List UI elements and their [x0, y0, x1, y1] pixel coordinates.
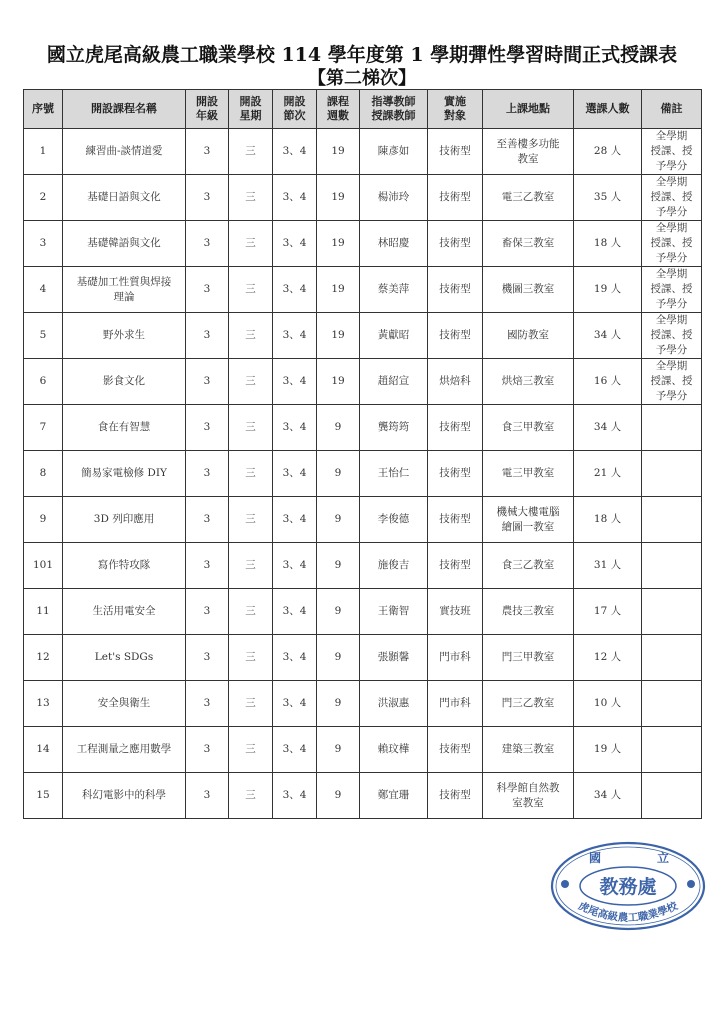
cell-day: 三 — [229, 635, 273, 681]
cell-grade: 3 — [186, 405, 229, 451]
cell-course: 寫作特攻隊 — [63, 543, 186, 589]
cell-note — [642, 681, 702, 727]
cell-period: 3、4 — [273, 543, 317, 589]
cell-target: 技術型 — [428, 129, 483, 175]
cell-weeks: 9 — [317, 635, 360, 681]
table-row — [24, 727, 702, 773]
cell-course: 食在有智慧 — [63, 405, 186, 451]
cell-day: 三 — [229, 313, 273, 359]
cell-no: 12 — [24, 635, 63, 681]
cell-grade: 3 — [186, 773, 229, 819]
cell-count: 35 人 — [574, 175, 642, 221]
cell-weeks: 19 — [317, 129, 360, 175]
cell-weeks: 9 — [317, 589, 360, 635]
cell-teacher: 張顥馨 — [360, 635, 428, 681]
cell-teacher: 鄭宜珊 — [360, 773, 428, 819]
cell-day: 三 — [229, 359, 273, 405]
cell-weeks: 9 — [317, 497, 360, 543]
cell-course: 科幻電影中的科學 — [63, 773, 186, 819]
cell-period: 3、4 — [273, 175, 317, 221]
cell-note — [642, 727, 702, 773]
cell-period: 3、4 — [273, 313, 317, 359]
cell-teacher: 楊沛玲 — [360, 175, 428, 221]
table-row — [24, 589, 702, 635]
cell-count: 34 人 — [574, 313, 642, 359]
table-row — [24, 313, 702, 359]
table-row — [24, 359, 702, 405]
cell-note: 全學期 授課、授 予學分 — [642, 129, 702, 175]
cell-day: 三 — [229, 267, 273, 313]
cell-weeks: 19 — [317, 359, 360, 405]
table-body — [24, 129, 702, 819]
cell-location: 科學館自然教 室教室 — [483, 773, 574, 819]
cell-weeks: 9 — [317, 681, 360, 727]
cell-target: 技術型 — [428, 405, 483, 451]
cell-period: 3、4 — [273, 773, 317, 819]
cell-course: Let's SDGs — [63, 635, 186, 681]
cell-note: 全學期 授課、授 予學分 — [642, 267, 702, 313]
cell-target: 技術型 — [428, 727, 483, 773]
cell-count: 10 人 — [574, 681, 642, 727]
cell-day: 三 — [229, 129, 273, 175]
cell-count: 16 人 — [574, 359, 642, 405]
cell-period: 3、4 — [273, 267, 317, 313]
cell-target: 烘焙科 — [428, 359, 483, 405]
cell-weeks: 9 — [317, 405, 360, 451]
cell-grade: 3 — [186, 221, 229, 267]
cell-location: 建築三教室 — [483, 727, 574, 773]
cell-note: 全學期 授課、授 予學分 — [642, 313, 702, 359]
cell-note — [642, 773, 702, 819]
cell-no: 101 — [24, 543, 63, 589]
cell-location: 食三乙教室 — [483, 543, 574, 589]
cell-course: 基礎加工性質與焊接 理論 — [63, 267, 186, 313]
cell-period: 3、4 — [273, 681, 317, 727]
cell-location: 至善樓多功能 教室 — [483, 129, 574, 175]
table-row — [24, 773, 702, 819]
cell-target: 技術型 — [428, 543, 483, 589]
cell-grade: 3 — [186, 451, 229, 497]
cell-no: 13 — [24, 681, 63, 727]
cell-target: 技術型 — [428, 497, 483, 543]
cell-count: 19 人 — [574, 727, 642, 773]
cell-day: 三 — [229, 175, 273, 221]
schedule-table — [23, 89, 702, 819]
cell-period: 3、4 — [273, 129, 317, 175]
cell-teacher: 龔筠筠 — [360, 405, 428, 451]
plum-blossom-icon — [561, 880, 569, 888]
cell-count: 34 人 — [574, 773, 642, 819]
cell-target: 技術型 — [428, 773, 483, 819]
cell-course: 基礎韓語與文化 — [63, 221, 186, 267]
col-header-location: 上課地點 — [483, 90, 574, 129]
cell-count: 18 人 — [574, 221, 642, 267]
cell-day: 三 — [229, 589, 273, 635]
cell-count: 18 人 — [574, 497, 642, 543]
cell-day: 三 — [229, 221, 273, 267]
cell-grade: 3 — [186, 267, 229, 313]
cell-location: 烘焙三教室 — [483, 359, 574, 405]
cell-location: 門三甲教室 — [483, 635, 574, 681]
cell-teacher: 施俊吉 — [360, 543, 428, 589]
table-row — [24, 497, 702, 543]
col-header-target: 實施 對象 — [428, 90, 483, 129]
cell-count: 31 人 — [574, 543, 642, 589]
cell-teacher: 蔡美萍 — [360, 267, 428, 313]
table-row — [24, 543, 702, 589]
cell-teacher: 趙紹宣 — [360, 359, 428, 405]
cell-target: 技術型 — [428, 451, 483, 497]
cell-grade: 3 — [186, 497, 229, 543]
table-row — [24, 175, 702, 221]
cell-no: 3 — [24, 221, 63, 267]
cell-weeks: 19 — [317, 221, 360, 267]
cell-note — [642, 589, 702, 635]
cell-course: 工程測量之應用數學 — [63, 727, 186, 773]
cell-course: 練習曲-談情道愛 — [63, 129, 186, 175]
cell-weeks: 19 — [317, 175, 360, 221]
cell-no: 7 — [24, 405, 63, 451]
cell-no: 14 — [24, 727, 63, 773]
cell-note — [642, 405, 702, 451]
cell-note: 全學期 授課、授 予學分 — [642, 221, 702, 267]
cell-grade: 3 — [186, 681, 229, 727]
cell-period: 3、4 — [273, 727, 317, 773]
header-row — [24, 90, 702, 129]
cell-weeks: 19 — [317, 313, 360, 359]
cell-course: 生活用電安全 — [63, 589, 186, 635]
col-header-weeks: 課程 週數 — [317, 90, 360, 129]
cell-no: 6 — [24, 359, 63, 405]
cell-weeks: 9 — [317, 773, 360, 819]
cell-location: 電三乙教室 — [483, 175, 574, 221]
cell-target: 門市科 — [428, 681, 483, 727]
cell-location: 機械大樓電腦 繪圖一教室 — [483, 497, 574, 543]
cell-note: 全學期 授課、授 予學分 — [642, 359, 702, 405]
cell-no: 11 — [24, 589, 63, 635]
cell-period: 3、4 — [273, 497, 317, 543]
cell-location: 電三甲教室 — [483, 451, 574, 497]
stamp-arc-text: 虎尾高級農工職業學校 — [576, 899, 680, 925]
cell-day: 三 — [229, 681, 273, 727]
cell-count: 28 人 — [574, 129, 642, 175]
cell-course: 野外求生 — [63, 313, 186, 359]
cell-teacher: 賴玟樺 — [360, 727, 428, 773]
col-header-teacher: 指導教師 授課教師 — [360, 90, 428, 129]
cell-note — [642, 497, 702, 543]
plum-blossom-icon — [687, 880, 695, 888]
cell-no: 4 — [24, 267, 63, 313]
cell-day: 三 — [229, 727, 273, 773]
document-subtitle: 【第二梯次】 — [308, 68, 416, 89]
cell-period: 3、4 — [273, 405, 317, 451]
table-row — [24, 451, 702, 497]
cell-note — [642, 543, 702, 589]
table-row — [24, 267, 702, 313]
cell-target: 門市科 — [428, 635, 483, 681]
office-seal-stamp — [549, 840, 707, 932]
cell-target: 技術型 — [428, 313, 483, 359]
cell-location: 畜保三教室 — [483, 221, 574, 267]
cell-course: 簡易家電檢修 DIY — [63, 451, 186, 497]
cell-no: 8 — [24, 451, 63, 497]
cell-period: 3、4 — [273, 359, 317, 405]
cell-location: 門三乙教室 — [483, 681, 574, 727]
col-header-note: 備註 — [642, 90, 702, 129]
cell-teacher: 黃獻昭 — [360, 313, 428, 359]
cell-count: 19 人 — [574, 267, 642, 313]
cell-teacher: 王衛智 — [360, 589, 428, 635]
cell-day: 三 — [229, 543, 273, 589]
cell-note — [642, 635, 702, 681]
cell-location: 國防教室 — [483, 313, 574, 359]
cell-target: 技術型 — [428, 175, 483, 221]
cell-target: 技術型 — [428, 267, 483, 313]
cell-weeks: 9 — [317, 727, 360, 773]
col-header-course: 開設課程名稱 — [63, 90, 186, 129]
cell-grade: 3 — [186, 313, 229, 359]
col-header-grade: 開設 年級 — [186, 90, 229, 129]
col-header-period: 開設 節次 — [273, 90, 317, 129]
cell-note — [642, 451, 702, 497]
cell-teacher: 林昭慶 — [360, 221, 428, 267]
cell-period: 3、4 — [273, 635, 317, 681]
cell-grade: 3 — [186, 727, 229, 773]
cell-count: 21 人 — [574, 451, 642, 497]
cell-day: 三 — [229, 451, 273, 497]
cell-no: 1 — [24, 129, 63, 175]
cell-period: 3、4 — [273, 451, 317, 497]
cell-grade: 3 — [186, 129, 229, 175]
cell-course: 3D 列印應用 — [63, 497, 186, 543]
cell-grade: 3 — [186, 175, 229, 221]
cell-count: 12 人 — [574, 635, 642, 681]
cell-grade: 3 — [186, 359, 229, 405]
cell-teacher: 洪淑惠 — [360, 681, 428, 727]
cell-target: 技術型 — [428, 221, 483, 267]
cell-weeks: 19 — [317, 267, 360, 313]
stamp-top-right-char: 立 — [657, 851, 670, 865]
cell-no: 15 — [24, 773, 63, 819]
cell-course: 基礎日語與文化 — [63, 175, 186, 221]
cell-target: 實技班 — [428, 589, 483, 635]
cell-grade: 3 — [186, 589, 229, 635]
cell-grade: 3 — [186, 543, 229, 589]
cell-course: 影食文化 — [63, 359, 186, 405]
cell-day: 三 — [229, 497, 273, 543]
cell-teacher: 王怡仁 — [360, 451, 428, 497]
cell-teacher: 陳彥如 — [360, 129, 428, 175]
cell-no: 2 — [24, 175, 63, 221]
cell-weeks: 9 — [317, 543, 360, 589]
cell-grade: 3 — [186, 635, 229, 681]
col-header-day: 開設 星期 — [229, 90, 273, 129]
stamp-top-left-char: 國 — [589, 851, 602, 865]
stamp-center-text: 教務處 — [599, 876, 657, 898]
cell-teacher: 李俊德 — [360, 497, 428, 543]
cell-count: 17 人 — [574, 589, 642, 635]
table-row — [24, 129, 702, 175]
cell-no: 9 — [24, 497, 63, 543]
cell-period: 3、4 — [273, 589, 317, 635]
cell-day: 三 — [229, 773, 273, 819]
cell-day: 三 — [229, 405, 273, 451]
cell-course: 安全與衛生 — [63, 681, 186, 727]
cell-period: 3、4 — [273, 221, 317, 267]
table-row — [24, 681, 702, 727]
cell-note: 全學期 授課、授 予學分 — [642, 175, 702, 221]
col-header-count: 選課人數 — [574, 90, 642, 129]
document-title: 國立虎尾高級農工職業學校 114 學年度第 1 學期彈性學習時間正式授課表 — [46, 44, 678, 66]
cell-count: 34 人 — [574, 405, 642, 451]
cell-location: 農技三教室 — [483, 589, 574, 635]
cell-location: 機圖三教室 — [483, 267, 574, 313]
col-header-no: 序號 — [24, 90, 63, 129]
cell-no: 5 — [24, 313, 63, 359]
table-row — [24, 405, 702, 451]
table-row — [24, 635, 702, 681]
cell-location: 食三甲教室 — [483, 405, 574, 451]
cell-weeks: 9 — [317, 451, 360, 497]
table-row — [24, 221, 702, 267]
